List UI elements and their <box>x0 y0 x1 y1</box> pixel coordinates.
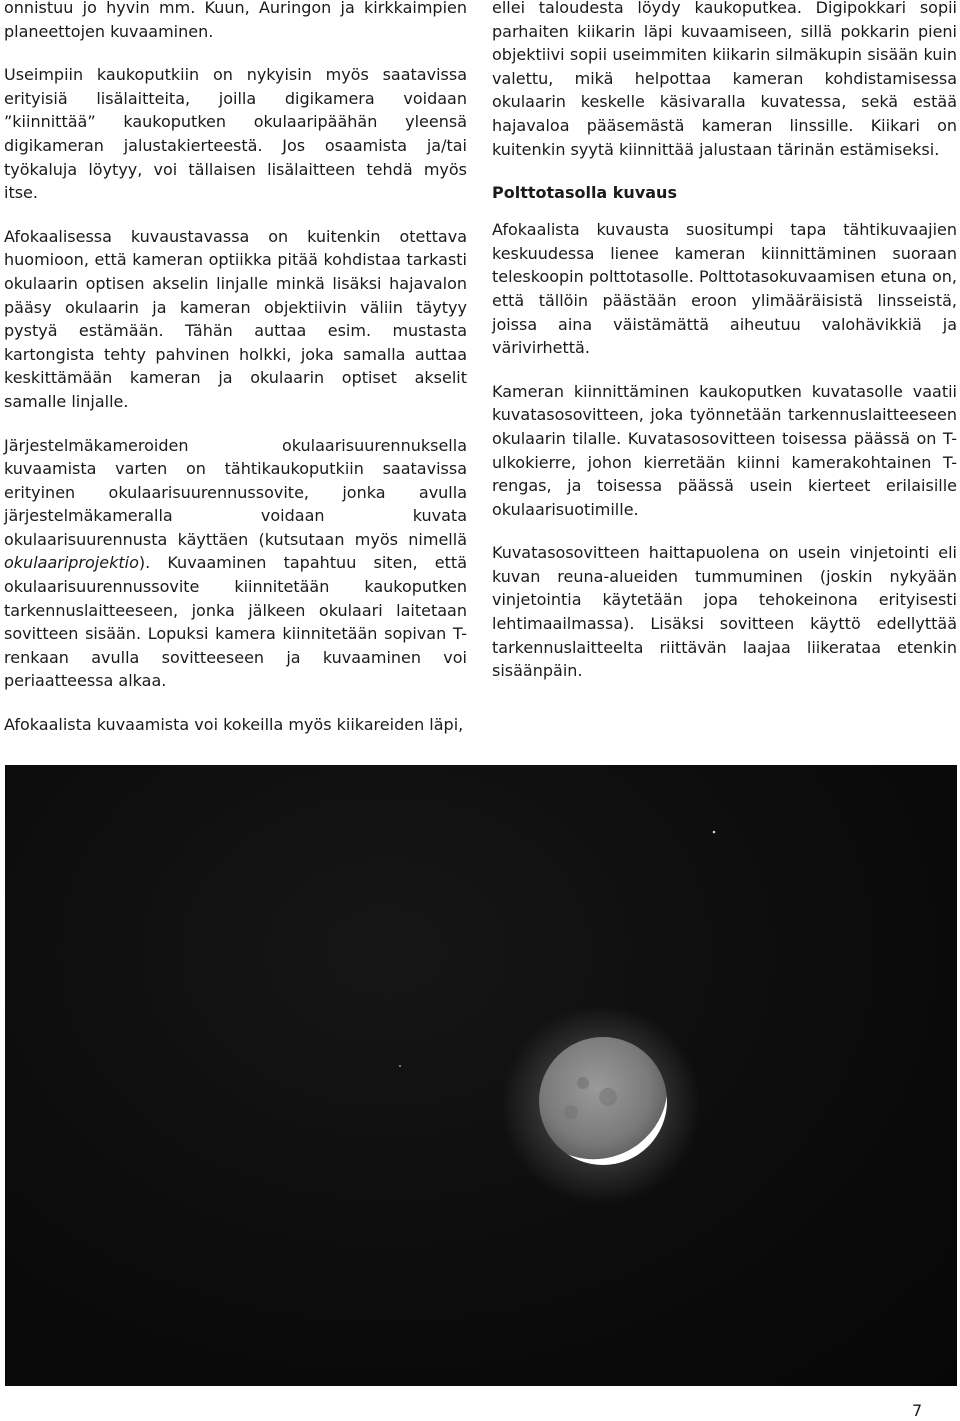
paragraph: Afokaalista kuvausta suositumpi tapa tähtikuvaajien keskuudessa lienee kameran kiinnittäminen suoraan teleskoopin polttotasolle. Polttotasokuvaamisen etuna on, että tällöin päästään eroon ylimääräisistä linsseistä, joissa aina väistämättä aiheutuu valohävikkiä ja värivirhettä. <box>492 220 957 358</box>
page-number: 7 <box>912 1401 923 1420</box>
paragraph-text: ). Kuvaaminen tapahtuu siten, että okulaarisuurennussovite kiinnitetään kaukoputken tarkennuslaitteeseen, jonka jälkeen okulaari laitetaan sovitteen sisään. Lopuksi kamera kiinnitetään sopivan T-renkaan avulla sovitteeseen ja kuvaaminen voi periaatteessa alkaa. <box>4 553 467 691</box>
lunar-mare <box>577 1077 589 1089</box>
moon-photo-graphic <box>5 765 957 1386</box>
paragraph <box>4 434 467 694</box>
paragraph: Afokaalista kuvaamista voi kokeilla myös kiikareiden läpi, <box>4 715 464 735</box>
section-heading: Polttotasolla kuvaus <box>492 183 677 203</box>
lunar-mare <box>564 1105 578 1119</box>
right-column <box>492 0 957 703</box>
italic-term: okulaariprojektio <box>4 553 139 573</box>
paragraph: Useimpiin kaukoputkiin on nykyisin myös saatavissa erityisiä lisälaitteita, joilla digikamera voidaan ”kiinnittää” kaukoputken okulaaripäähän yleensä digikameran jalustakierteestä. Jos osaamista ja/tai työkaluja löytyy, voi tällaisen lisälaitteen tehdä myös itse. <box>4 65 467 203</box>
paragraph: Kuvatasosovitteen haittapuolena on usein vinjetointi eli kuvan reuna-alueiden tummuminen (joskin nykyään vinjetointia käytetään jopa tehokeinona erityisesti lehtimaailmassa). Lisäksi sovitteen käyttö edellyttää tarkennuslaitteelta riittävän laajaa liikerataa etenkin sisäänpäin. <box>492 543 957 681</box>
moon-photo <box>5 765 957 1386</box>
paragraph: Kameran kiinnittäminen kaukoputken kuvatasolle vaatii kuvatasosovitteen, joka työnnetään tarkennuslaitteeseen okulaarin tilalle. Kuvatasosovitteen toisessa päässä on T-ulkokierre, johon kierretään kiinni kamerakohtainen T-rengas, ja toisessa päässä usein kierteet erilaisille okulaarisuotimille. <box>492 381 957 519</box>
paragraph: ellei taloudesta löydy kaukoputkea. Digipokkari sopii parhaiten kiikarin läpi kuvaamiseen, sillä pokkarin pieni objektiivi sopii useimmiten kiikarin silmäkupin sisään kuin valettu, mikä helpottaa kameran kohdistamisessa okulaarin keskelle käsivaralla kuvatessa, sekä estää hajavaloa pääsemästä kameran linssille. Kiikari on kuitenkin syytä kiinnittää jalustaan tärinän estämiseksi. <box>492 0 957 159</box>
lunar-mare <box>599 1088 617 1106</box>
paragraph-text: Järjestelmäkameroiden okulaarisuurennuksella kuvaamista varten on tähtikaukoputkiin saatavissa erityinen okulaarisuurennussovite, jonka avulla järjestelmäkameralla voidaan kuvata okulaarisuurennusta käyttäen (kutsutaan myös nimellä <box>4 435 467 549</box>
star <box>399 1065 401 1067</box>
paragraph: Afokaalisessa kuvaustavassa on kuitenkin otettava huomioon, että kameran optiikka pitää kohdistaa tarkasti okulaarin optisen akselin linjalle minkä lisäksi hajavalon pääsy okulaarin ja kameran objektiivin väliin täytyy pystyä estämään. Tähän auttaa esim. mustasta kartongista tehty pahvinen holkki, joka samalla auttaa keskittämään kameran ja okulaarin optiset akselit samalle linjalle. <box>4 226 467 411</box>
left-column <box>4 0 467 757</box>
paragraph: onnistuu jo hyvin mm. Kuun, Auringon ja kirkkaimpien planeettojen kuvaaminen. <box>4 0 467 41</box>
star <box>713 831 716 834</box>
